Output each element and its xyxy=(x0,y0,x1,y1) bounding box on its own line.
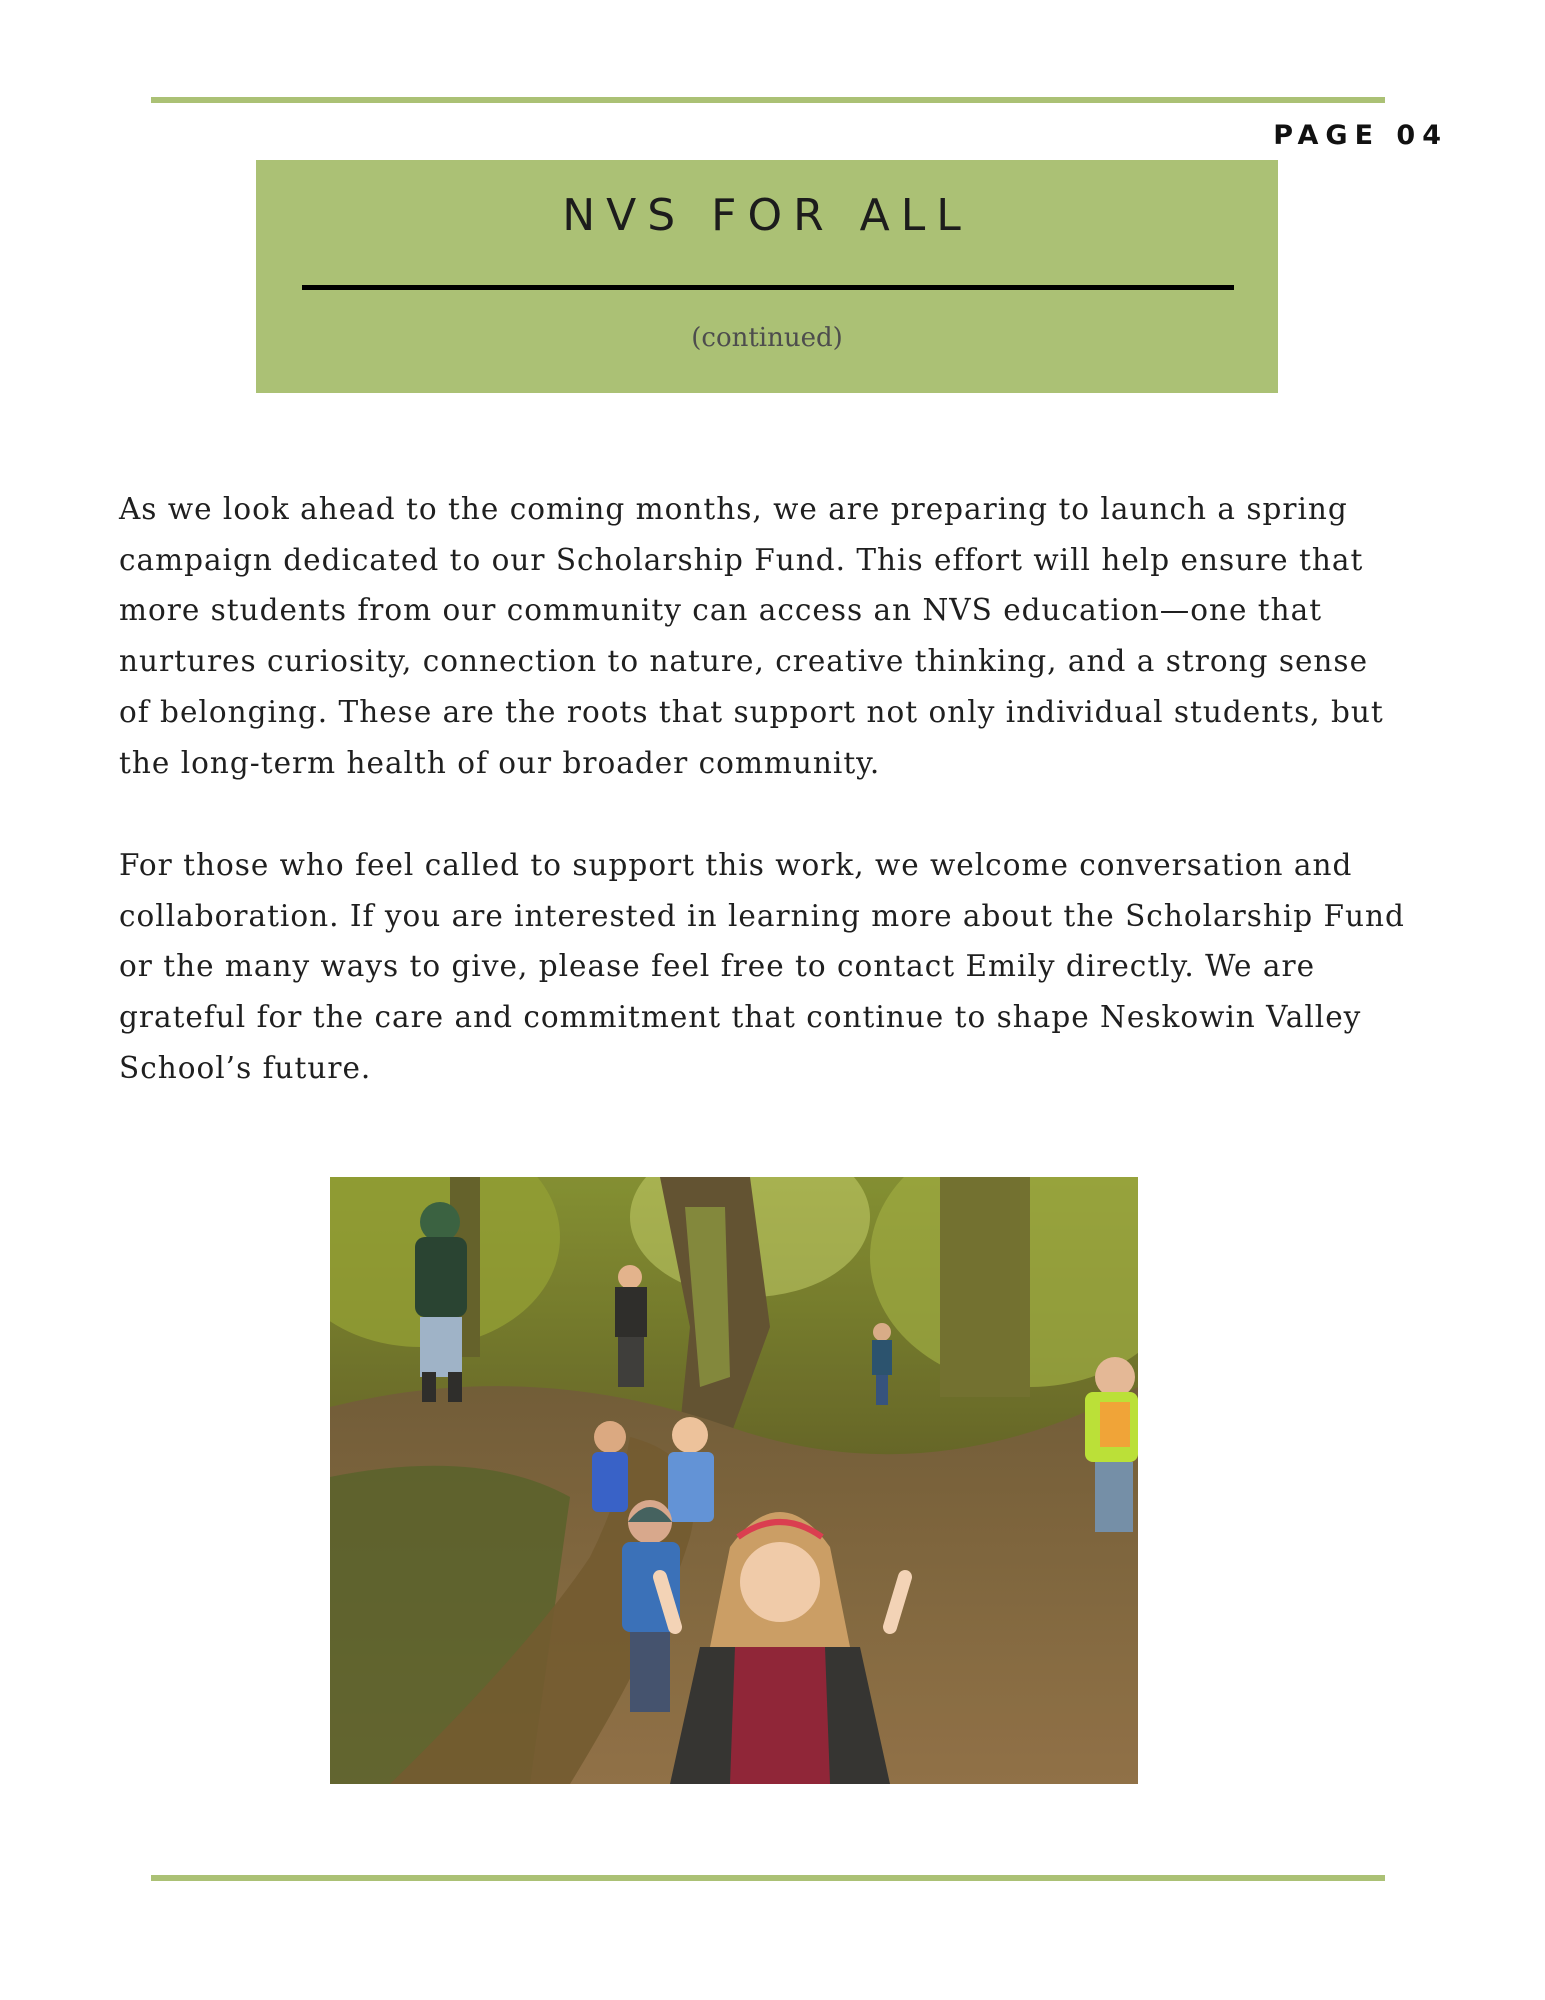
title-banner xyxy=(256,160,1278,393)
body-paragraph-1: As we look ahead to the coming months, we are preparing to launch a spring campaign dedicated to our Scholarship Fund. This effort will help ensure that more students from our community can access an NVS education—one that nurtures curiosity, connection to nature, creative thinking, and a strong sense of belonging. These are the roots that support not only individual students, but the long-term health of our broader community. xyxy=(119,492,1384,780)
title-underline xyxy=(302,285,1234,290)
page-number: PAGE 04 xyxy=(1273,120,1448,151)
bottom-divider-rule xyxy=(151,1875,1385,1881)
page-title: NVS FOR ALL xyxy=(562,190,972,241)
body-paragraph-2: For those who feel called to support this work, we welcome conversation and collaboration. If you are interested in learning more about the Scholarship Fund or the many ways to give, please feel free to contact Emily directly. We are grateful for the care and commitment that continue to shape Neskowin Valley School’s future. xyxy=(119,848,1405,1085)
photo-illustration xyxy=(330,1177,1138,1784)
top-divider-rule xyxy=(151,97,1385,103)
forest-children-photo xyxy=(330,1177,1138,1784)
page-subtitle: (continued) xyxy=(691,323,843,353)
